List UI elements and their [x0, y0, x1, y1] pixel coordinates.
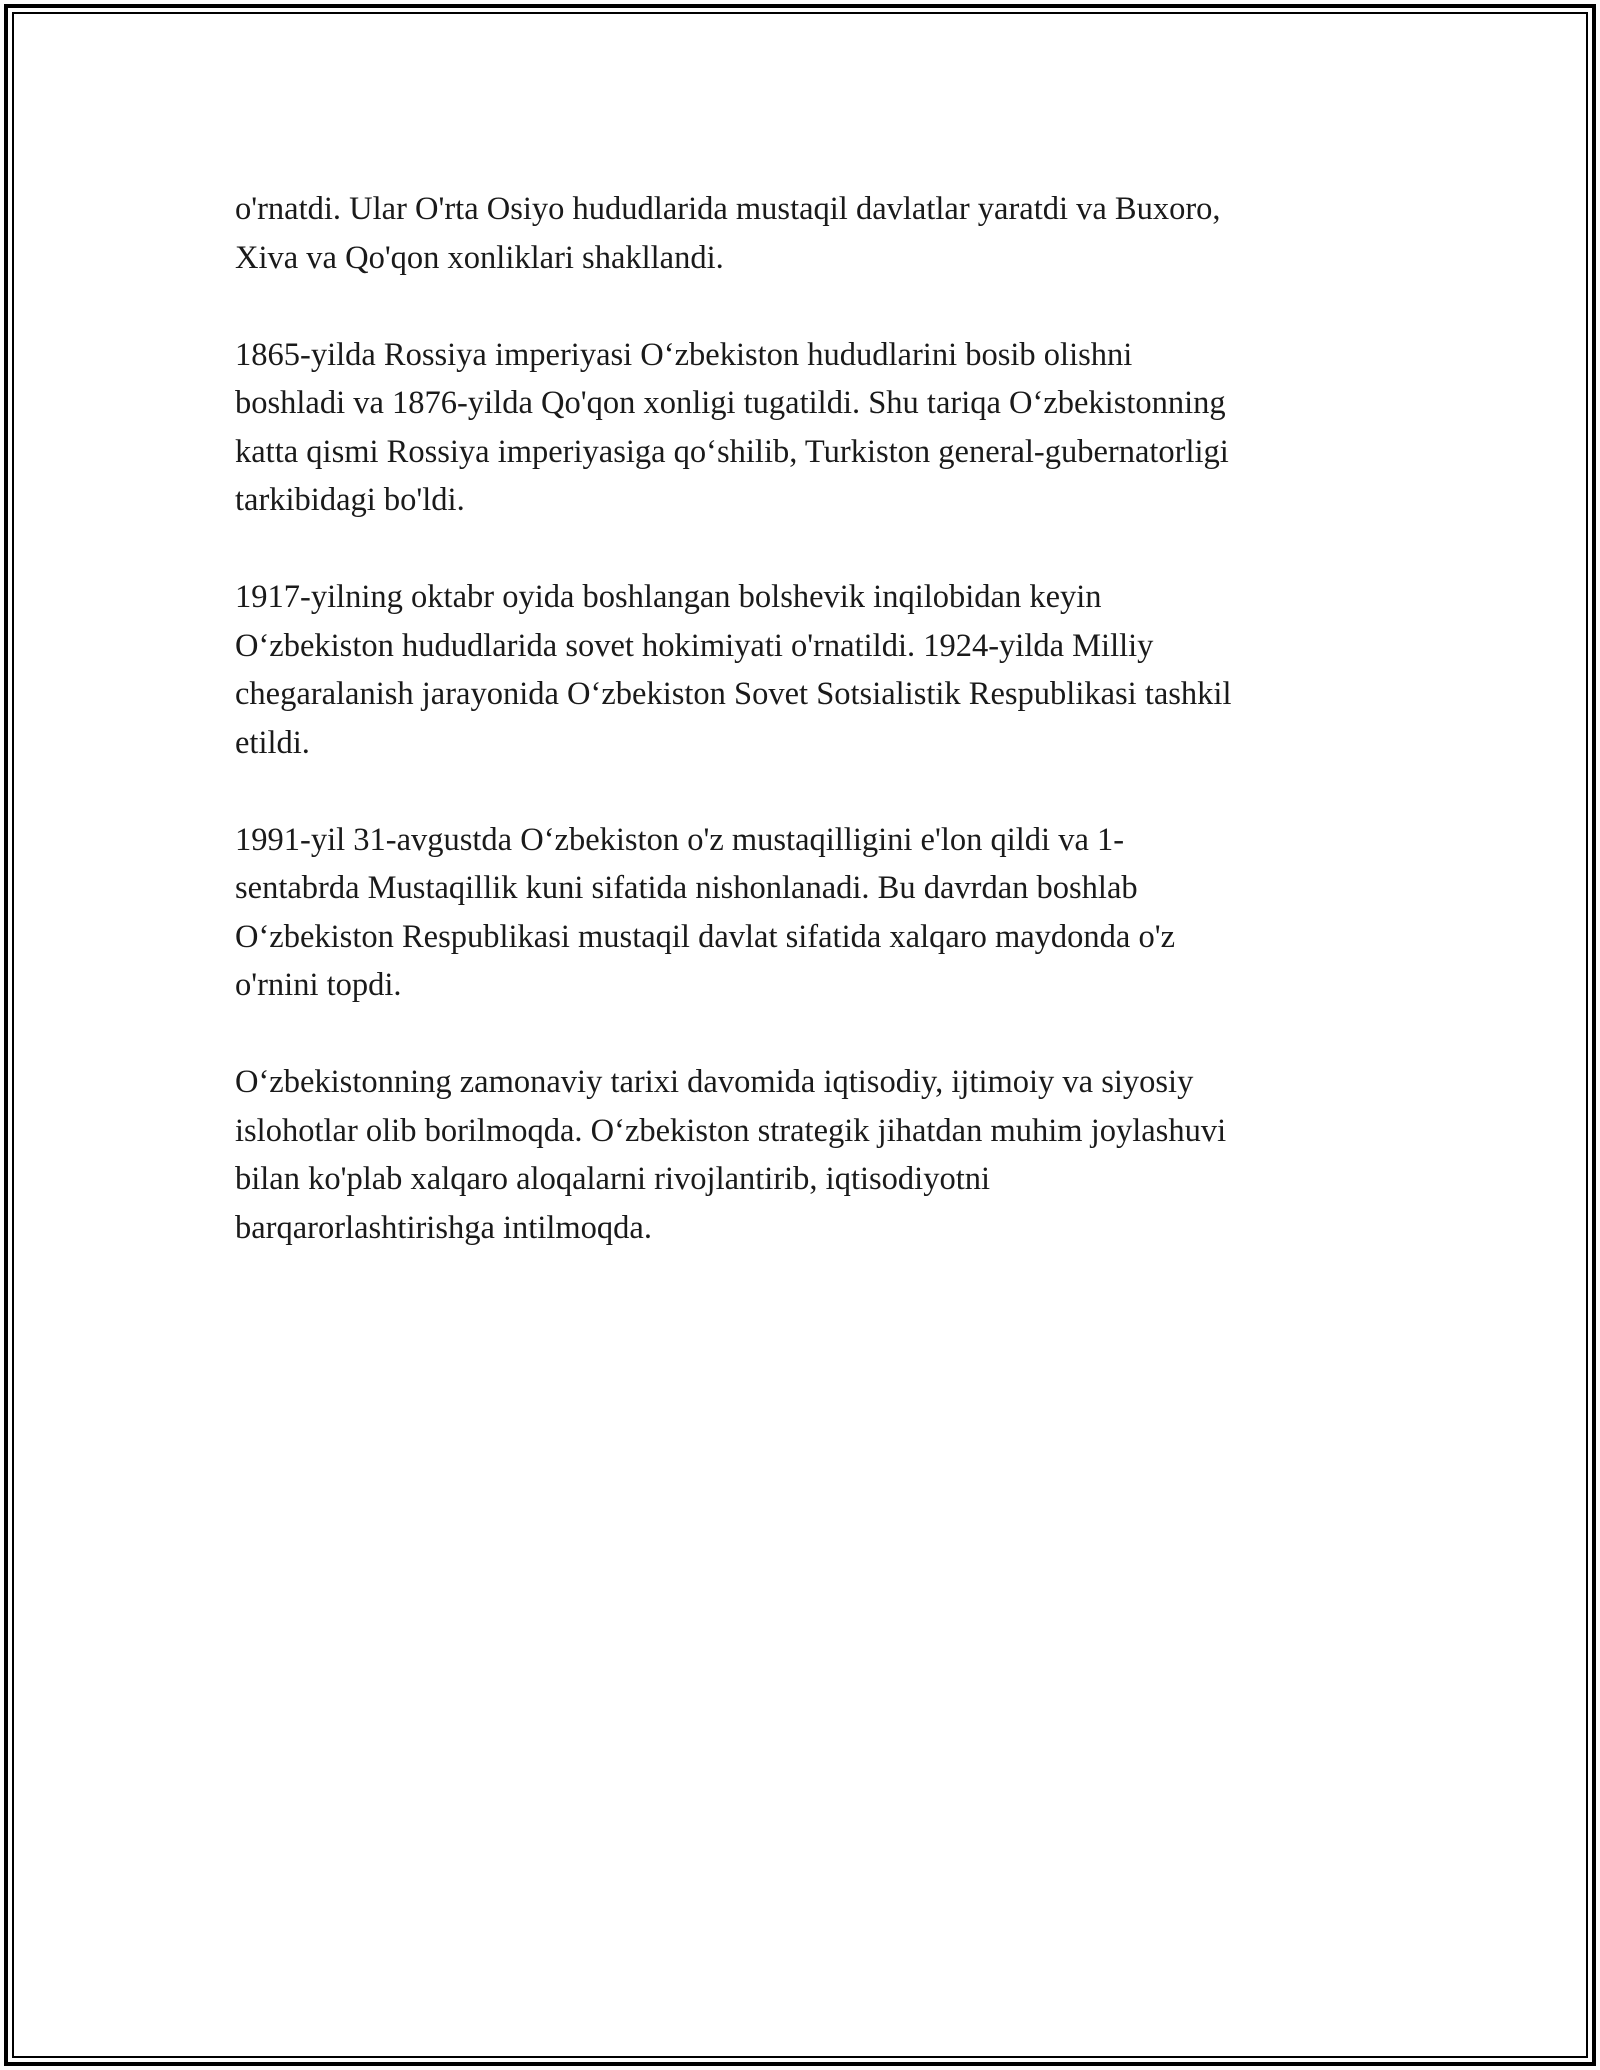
text-line: boshladi va 1876-yilda Qo'qon xonligi tugatildi. Shu tariqa O‘zbekistonning [235, 385, 1226, 421]
text-line: O‘zbekiston Respublikasi mustaqil davlat sifatida xalqaro maydonda o'z [235, 918, 1176, 955]
text-line: O‘zbekiston hududlarida sovet hokimiyati o'rnatildi. 1924-yilda Milliy [235, 627, 1154, 664]
text-line: bilan ko'plab xalqaro aloqalarni rivojlantirib, iqtisodiyotni [235, 1161, 991, 1197]
paragraph-3 [235, 573, 1370, 767]
text-line: Xiva va Qo'qon xonliklari shakllandi. [235, 239, 724, 276]
text-line: tarkibidagi bo'ldi. [235, 482, 465, 518]
text-line: sentabrda Mustaqillik kuni sifatida nishonlanadi. Bu davrdan boshlab [235, 870, 1138, 906]
paragraph-4 [235, 816, 1370, 1010]
text-line: islohotlar olib borilmoqda. O‘zbekiston strategik jihatdan muhim joylashuvi [235, 1112, 1227, 1149]
paragraph-2 [235, 331, 1370, 525]
text-line: O‘zbekistonning zamonaviy tarixi davomida iqtisodiy, ijtimoiy va siyosiy [235, 1064, 1194, 1100]
text-line: katta qismi Rossiya imperiyasiga qo‘shilib, Turkiston general-gubernatorligi [235, 433, 1229, 470]
text-line: 1865-yilda Rossiya imperiyasi O‘zbekiston hududlarini bosib olishni [235, 336, 1133, 373]
text-line: etildi. [235, 724, 310, 761]
paragraph-5 [235, 1058, 1370, 1252]
paragraph-1 [235, 185, 1370, 282]
text-line: chegaralanish jarayonida O‘zbekiston Sovet Sotsialistik Respublikasi tashkil [235, 676, 1232, 712]
document-body [235, 185, 1370, 1301]
text-line: 1991-yil 31-avgustda O‘zbekiston o'z mustaqilligini e'lon qildi va 1- [235, 821, 1125, 858]
text-line: o'rnini topdi. [235, 967, 402, 1003]
text-line: 1917-yilning oktabr oyida boshlangan bolshevik inqilobidan keyin [235, 579, 1102, 615]
text-line: o'rnatdi. Ular O'rta Osiyo hududlarida mustaqil davlatlar yaratdi va Buxoro, [235, 191, 1221, 227]
text-line: barqarorlashtirishga intilmoqda. [235, 1209, 652, 1246]
